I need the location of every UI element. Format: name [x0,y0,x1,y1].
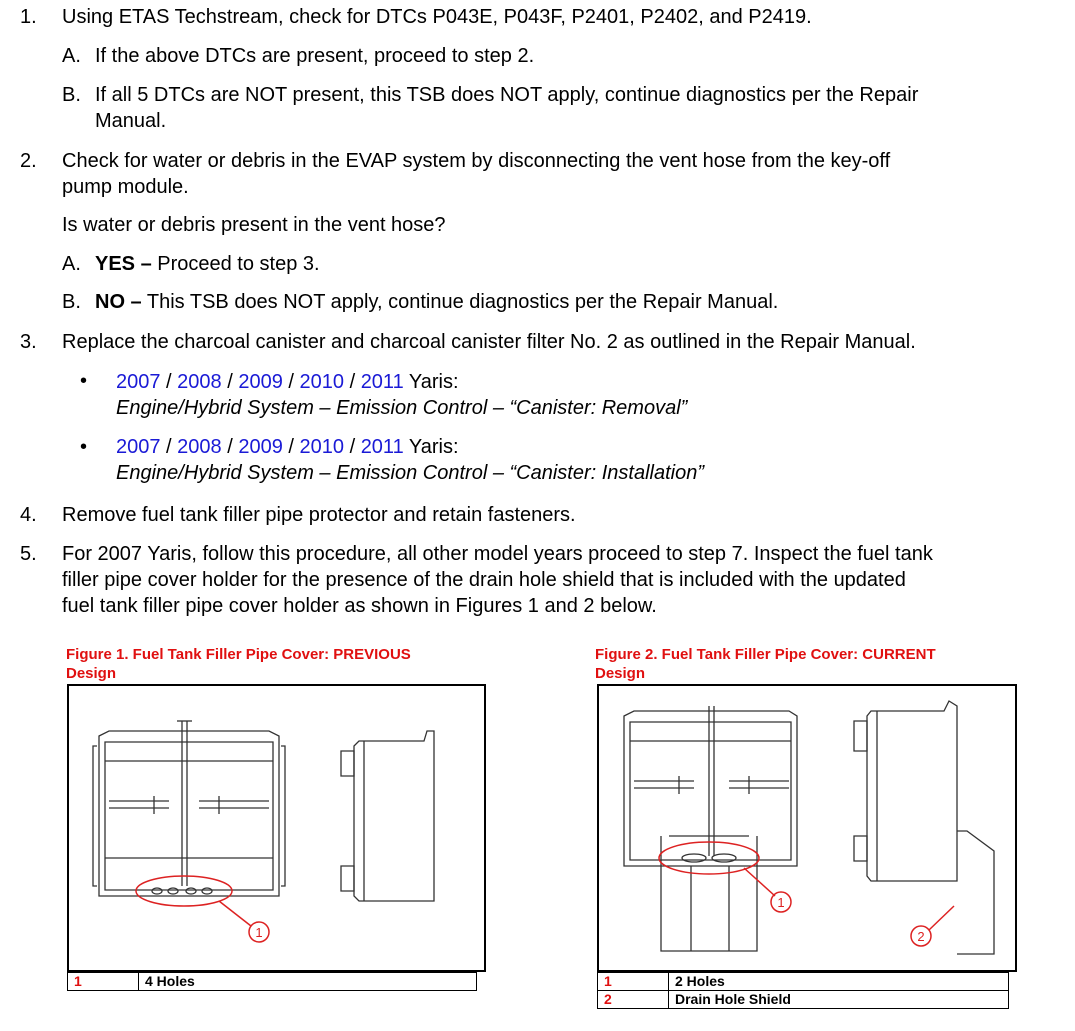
table-row [598,973,1009,991]
figure-2-callout-2: 2 [917,929,925,944]
bullet-2-years [116,436,459,459]
link-2010[interactable]: 2010 [299,436,345,458]
figure-1-callout: 1 [255,925,263,940]
step-4-text: Remove fuel tank filler pipe protector and retain fasteners. [62,504,576,526]
step-4-number: 4. [20,504,37,526]
sep: / [344,436,361,458]
bullet-2-path: Engine/Hybrid System – Emission Control – “Canister: Installation” [116,462,705,484]
link-2007[interactable]: 2007 [116,436,161,458]
legend-text: 2 Holes [669,973,1009,991]
step-5-text-line2: filler pipe cover holder for the presence of the drain hole shield that is included with the updated [62,569,906,591]
step-1b-text-line1: If all 5 DTCs are NOT present, this TSB does NOT apply, continue diagnostics per the Repair [95,84,919,106]
legend-number: 2 [598,991,669,1009]
step-5-text-line3: fuel tank filler pipe cover holder as shown in Figures 1 and 2 below. [62,595,657,617]
model: Yaris: [403,371,459,393]
step-2b-rest: This TSB does NOT apply, continue diagnostics per the Repair Manual. [141,291,779,313]
sep: / [160,371,178,393]
sep: / [160,436,178,458]
link-2008[interactable]: 2008 [177,436,222,458]
step-3-number: 3. [20,331,37,353]
step-2a-rest: Proceed to step 3. [151,253,320,275]
sep: / [282,436,300,458]
link-2007[interactable]: 2007 [116,371,161,393]
figure-2-image [597,684,1017,972]
step-1-text: Using ETAS Techstream, check for DTCs P043E, P043F, P2401, P2402, and P2419. [62,6,812,28]
step-2a-text [95,253,320,276]
figure-1-caption-line2: Design [66,665,117,682]
step-5-number: 5. [20,543,37,565]
step-1a-text: If the above DTCs are present, proceed to step 2. [95,45,535,67]
step-3-text: Replace the charcoal canister and charcoal canister filter No. 2 as outlined in the Repair Manual. [62,331,916,353]
figure-1-image [67,684,486,972]
figure-2-caption-line2: Design [595,665,646,682]
step-2b-no: NO – [95,291,142,313]
link-2010[interactable]: 2010 [299,371,345,393]
step-2-number: 2. [20,150,37,172]
step-2-text-line1: Check for water or debris in the EVAP system by disconnecting the vent hose from the key-off [62,150,891,172]
link-2009[interactable]: 2009 [238,371,283,393]
legend-text: Drain Hole Shield [669,991,1009,1009]
bullet-1-path: Engine/Hybrid System – Emission Control – “Canister: Removal” [116,397,688,419]
step-1b-text-line2: Manual. [95,110,167,132]
sep: / [344,371,361,393]
bullet-2-dot: • [80,436,88,458]
sep: / [282,371,300,393]
step-2b-text [95,291,778,314]
step-2-question: Is water or debris present in the vent hose? [62,214,446,236]
bullet-1-years [116,371,459,394]
table-row [68,973,477,991]
link-2011[interactable]: 2011 [360,371,404,393]
step-2a-yes: YES – [95,253,152,275]
step-2-text-line2: pump module. [62,176,189,198]
step-5-text-line1: For 2007 Yaris, follow this procedure, all other model years proceed to step 7. Inspect the fuel tank [62,543,933,565]
link-2008[interactable]: 2008 [177,371,222,393]
bullet-1-dot: • [80,370,88,392]
legend-text: 4 Holes [139,973,477,991]
step-1-number: 1. [20,6,37,28]
figure-2-callout-1: 1 [777,895,785,910]
legend-number: 1 [598,973,669,991]
step-1b-label: B. [62,84,81,106]
sep: / [221,436,239,458]
figure-1-caption-line1: Figure 1. Fuel Tank Filler Pipe Cover: PREVIOUS [66,646,411,663]
sep: / [221,371,239,393]
table-row [598,991,1009,1009]
step-2b-label: B. [62,291,81,313]
model: Yaris: [403,436,459,458]
link-2011[interactable]: 2011 [360,436,404,458]
step-2a-label: A. [62,253,81,275]
figure-1-caption [66,645,411,683]
figure-2-caption-line1: Figure 2. Fuel Tank Filler Pipe Cover: CURRENT [595,646,936,663]
figure-2-caption [595,645,936,683]
link-2009[interactable]: 2009 [238,436,283,458]
figure-2-legend [597,972,1009,1009]
legend-number: 1 [68,973,139,991]
figure-2-drawing [599,686,1015,970]
step-1a-label: A. [62,45,81,67]
figure-1-legend [67,972,477,991]
figure-1-drawing [69,686,484,970]
